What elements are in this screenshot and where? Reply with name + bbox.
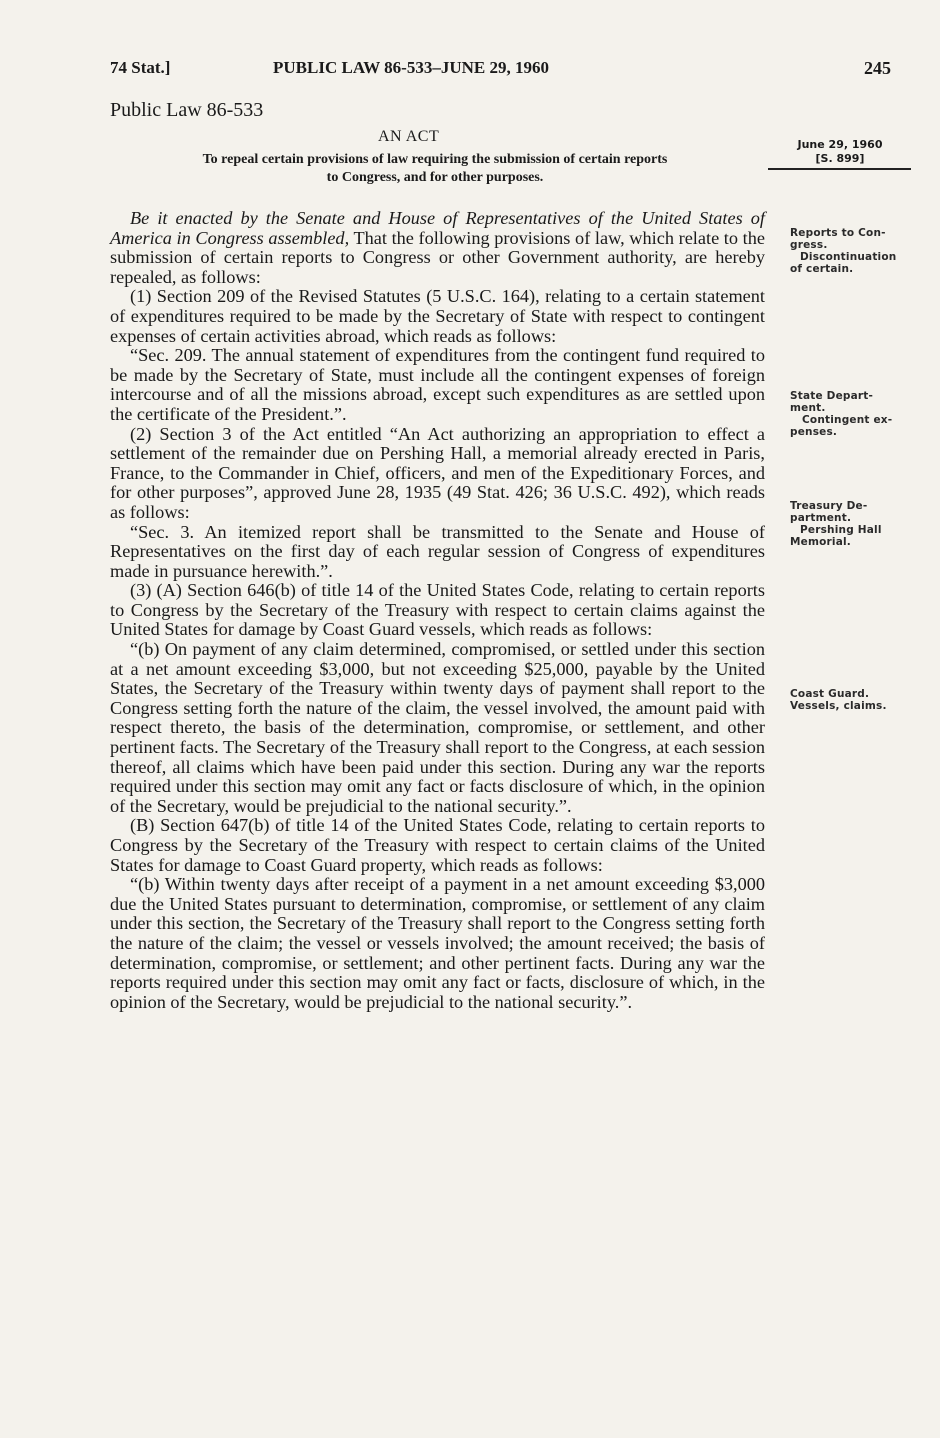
- bill-number: [S. 899]: [815, 152, 865, 165]
- act-body: [110, 209, 765, 1012]
- side-note-line: State Depart-: [790, 390, 874, 402]
- public-law-number: Public Law 86-533: [110, 99, 264, 121]
- side-note-state-department: [790, 390, 892, 438]
- side-note-line: ment.: [790, 402, 826, 414]
- side-note-line: Pershing Hall: [800, 524, 882, 536]
- side-note-line: Contingent ex-: [802, 414, 893, 426]
- quoted-section-647b: “(b) Within twenty days after receipt of a payment in a net amount exceeding $3,000 due the United States pursuant to determination, compromise, or settlement of any claim under this section, the Secretary of the Treasury shall report to the Congress setting forth the nature of the claim; the vessel or vessels involved; the amount received; the basis of determination, compromise, or settlement; and other pertinent facts. During any war the reports required under this section may omit any fact or facts, disclosure of which, in the opinion of the Secretary, would be prejudicial to the national security.”.: [110, 874, 765, 1012]
- enacting-clause: Be it enacted by the Senate and House of Representatives of the United States of America in Congress assembled,: [110, 208, 765, 248]
- side-note-line: gress.: [790, 239, 828, 251]
- side-note-line: penses.: [790, 426, 838, 438]
- enacting-paragraph: [110, 209, 765, 287]
- side-note-line: Reports to Con-: [790, 227, 886, 239]
- paragraph-1: (1) Section 209 of the Revised Statutes (5 U.S.C. 164), relating to a certain statement of expenditures required to be made by the Secretary of State with respect to contingent expenses of certain activities abroad, which reads as follows:: [110, 286, 765, 346]
- enactment-date: [770, 138, 910, 166]
- title-line-2: to Congress, and for other purposes.: [326, 170, 544, 185]
- paragraph-3a: (3) (A) Section 646(b) of title 14 of the United States Code, relating to certain reports to Congress by the Secretary of the Treasury with respect to certain claims against the United States for damage by Coast Guard vessels, which reads as follows:: [110, 580, 765, 640]
- side-note-line: Vessels, claims.: [790, 700, 887, 712]
- page-number: 245: [864, 58, 891, 78]
- quoted-section-209: “Sec. 209. The annual statement of expenditures from the contingent fund required to be made by the Secretary of State, must include all the contingent expenses of foreign intercourse and of all the missions abroad, except such expenditures as are settled upon the certificate of the President.”.: [110, 345, 765, 424]
- date-line: June 29, 1960: [797, 138, 883, 151]
- side-note-line: Memorial.: [790, 536, 851, 548]
- intro-text: That the following provisions of law, which relate to the submission of certain reports to Congress or other Government authority, are hereby repealed, as follows:: [110, 227, 765, 287]
- side-note-treasury: [790, 500, 882, 548]
- an-act-heading: AN ACT: [378, 128, 440, 145]
- side-note-line: partment.: [790, 512, 852, 524]
- side-note-line: Coast Guard.: [790, 688, 870, 700]
- quoted-section-3: “Sec. 3. An itemized report shall be transmitted to the Senate and House of Representatives on the first day of each regular session of Congress of expenditures made in pursuance herewith.”.: [110, 521, 765, 581]
- running-head-title: PUBLIC LAW 86-533–JUNE 29, 1960: [273, 58, 549, 77]
- paragraph-3b: (B) Section 647(b) of title 14 of the United States Code, relating to certain reports to Congress by the Secretary of the Treasury with respect to certain claims of the United States for damage to Coast Guard property, which reads as follows:: [110, 815, 765, 875]
- side-note-line: Treasury De-: [790, 500, 868, 512]
- side-note-line: Discontinuation: [800, 251, 897, 263]
- date-rule: [768, 168, 911, 170]
- side-note-line: of certain.: [790, 263, 854, 275]
- quoted-section-646b: “(b) On payment of any claim determined, compromised, or settled under this section at a net amount exceeding $3,000, but not exceeding $25,000, payable by the United States, the Secretary of the Treasury within twenty days of payment shall report to the Congress setting forth the nature of the claim, the vessel involved, the amount paid with respect thereto, the basis of the determination, compromise, or settlement, and other pertinent facts. The Secretary of the Treasury shall report to the Congress, at each session thereof, all claims which have been paid under this section. During any war the reports required under this section may omit any fact or facts disclosure of which, in the opinion of the Secretary, would be prejudicial to the national security.”.: [110, 639, 765, 816]
- side-note-coast-guard: [790, 688, 887, 712]
- running-head-volume: 74 Stat.]: [110, 58, 171, 77]
- side-note-reports: [790, 227, 896, 275]
- title-line-1: To repeal certain provisions of law requiring the submission of certain reports: [202, 152, 668, 167]
- act-title: [110, 151, 760, 187]
- paragraph-2: (2) Section 3 of the Act entitled “An Act authorizing an appropriation to effect a settlement of the remainder due on Pershing Hall, a memorial already erected in Paris, France, to the Commander in Chief, officers, and men of the Expeditionary Forces, and for other purposes”, approved June 28, 1935 (49 Stat. 426; 36 U.S.C. 492), which reads as follows:: [110, 423, 765, 522]
